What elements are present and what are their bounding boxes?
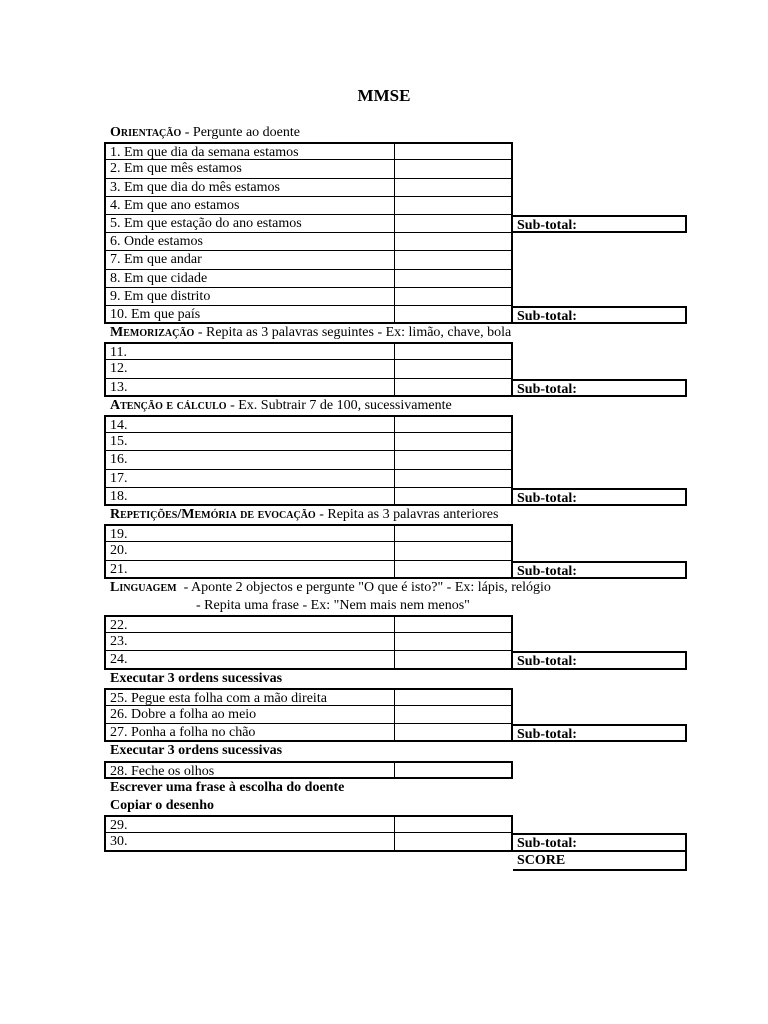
item-label: 26. Dobre a folha ao meio — [104, 706, 394, 724]
subtotal-cell[interactable]: Sub-total: — [513, 724, 687, 742]
item-label: 7. Em que andar — [104, 251, 394, 269]
item-label: 30. — [104, 833, 394, 851]
form-row — [104, 542, 688, 560]
form-row — [104, 379, 688, 397]
section-heading-instruction: - Repita as 3 palavras seguintes - Ex: limão, chave, bola — [194, 325, 512, 341]
form-row — [104, 342, 688, 360]
item-label: 1. Em que dia da semana estamos — [104, 142, 394, 160]
section-heading-text — [104, 506, 498, 524]
score-cell[interactable] — [394, 761, 513, 779]
item-label: 4. Em que ano estamos — [104, 197, 394, 215]
form-row — [104, 651, 688, 669]
score-cell[interactable] — [394, 251, 513, 269]
item-label: 28. Feche os olhos — [104, 761, 394, 779]
item-label: 5. Em que estação do ano estamos — [104, 215, 394, 233]
score-cell[interactable] — [394, 488, 513, 506]
score-cell[interactable] — [394, 561, 513, 579]
form-row — [104, 833, 688, 851]
score-cell[interactable] — [394, 815, 513, 833]
subtotal-cell[interactable]: Sub-total: — [513, 488, 687, 506]
section-heading-instruction: - Repita as 3 palavras anteriores — [315, 506, 499, 522]
form-row — [104, 688, 688, 706]
score-cell[interactable] — [394, 651, 513, 669]
section-heading-text — [104, 397, 452, 415]
score-cell[interactable] — [394, 142, 513, 160]
score-cell[interactable] — [394, 451, 513, 469]
form-row — [104, 724, 688, 742]
form-row — [104, 470, 688, 488]
section-heading-line2 — [104, 797, 688, 815]
section-heading-title: Linguagem — [110, 579, 177, 595]
subtotal-cell[interactable]: Sub-total: — [513, 651, 687, 669]
item-label: 15. — [104, 433, 394, 451]
section-heading-text — [104, 324, 511, 342]
score-cell[interactable] — [394, 233, 513, 251]
score-cell[interactable] — [394, 433, 513, 451]
section-heading-text: Executar 3 ordens sucessivas — [110, 743, 283, 759]
score-cell[interactable] — [394, 542, 513, 560]
score-cell[interactable] — [394, 415, 513, 433]
section-heading-line2 — [104, 597, 688, 615]
section-heading-instruction: - Aponte 2 objectos e pergunte "O que é isto?" - Ex: lápis, relógio — [176, 579, 551, 595]
item-label: 22. — [104, 615, 394, 633]
form-row — [104, 488, 688, 506]
score-cell[interactable] — [394, 288, 513, 306]
score-cell[interactable] — [394, 179, 513, 197]
score-cell[interactable] — [394, 470, 513, 488]
section-heading-text: Executar 3 ordens sucessivas — [110, 670, 283, 686]
section-heading-text: - Repita uma frase - Ex: "Nem mais nem menos" — [196, 597, 470, 613]
form-row — [104, 233, 688, 251]
section-heading-text: Escrever uma frase à escolha do doente — [110, 779, 345, 795]
form-row — [104, 306, 688, 324]
subtotal-cell[interactable]: Sub-total: — [513, 561, 687, 579]
section-heading — [104, 324, 688, 342]
mmse-form — [104, 124, 688, 871]
item-label: 8. Em que cidade — [104, 270, 394, 288]
section-heading-instruction: - Ex. Subtrair 7 de 100, sucessivamente — [226, 397, 452, 413]
section-heading-text: Copiar o desenho — [110, 797, 214, 813]
form-row — [104, 142, 688, 160]
section-heading — [104, 670, 688, 688]
section-heading — [104, 779, 688, 797]
item-label: 12. — [104, 360, 394, 378]
form-row — [104, 615, 688, 633]
item-label: 19. — [104, 524, 394, 542]
document-title: MMSE — [357, 86, 411, 105]
section-heading-title: Atenção e cálculo — [110, 397, 227, 413]
section-heading — [104, 124, 688, 142]
section-heading — [104, 742, 688, 760]
form-row — [104, 215, 688, 233]
section-heading — [104, 579, 688, 597]
item-label: 6. Onde estamos — [104, 233, 394, 251]
item-label: 11. — [104, 342, 394, 360]
subtotal-cell[interactable]: Sub-total: — [513, 379, 687, 397]
form-row — [104, 761, 688, 779]
score-cell[interactable] — [394, 724, 513, 742]
section-heading — [104, 397, 688, 415]
item-label: 2. Em que mês estamos — [104, 160, 394, 178]
item-label: 25. Pegue esta folha com a mão direita — [104, 688, 394, 706]
item-label: 21. — [104, 561, 394, 579]
score-cell[interactable] — [394, 833, 513, 851]
form-row — [104, 524, 688, 542]
score-cell[interactable] — [394, 342, 513, 360]
score-cell[interactable] — [394, 615, 513, 633]
item-label: 9. Em que distrito — [104, 288, 394, 306]
section-heading-title: Memorização — [110, 325, 195, 341]
item-label: 27. Ponha a folha no chão — [104, 724, 394, 742]
section-heading — [104, 506, 688, 524]
item-label: 18. — [104, 488, 394, 506]
form-row — [104, 633, 688, 651]
form-row — [104, 288, 688, 306]
score-cell[interactable] — [394, 633, 513, 651]
score-cell[interactable] — [394, 688, 513, 706]
subtotal-cell[interactable]: Sub-total: — [513, 215, 687, 233]
score-cell[interactable] — [394, 215, 513, 233]
item-label: 24. — [104, 651, 394, 669]
item-label: 10. Em que país — [104, 306, 394, 324]
form-row — [104, 433, 688, 451]
item-label: 20. — [104, 542, 394, 560]
section-heading-instruction: - Pergunte ao doente — [181, 125, 300, 140]
score-total-cell[interactable]: SCORE — [513, 852, 687, 872]
item-label: 29. — [104, 815, 394, 833]
subtotal-cell[interactable]: Sub-total: — [513, 833, 687, 851]
score-cell[interactable] — [394, 379, 513, 397]
form-row — [104, 360, 688, 378]
form-row — [104, 561, 688, 579]
item-label: 14. — [104, 415, 394, 433]
score-cell[interactable] — [394, 360, 513, 378]
form-row — [104, 251, 688, 269]
section-heading-title: Repetições/Memória de evocação — [110, 506, 316, 522]
form-row — [104, 270, 688, 288]
section-heading-text — [104, 124, 300, 142]
score-cell[interactable] — [394, 306, 513, 324]
item-label: 3. Em que dia do mês estamos — [104, 179, 394, 197]
score-cell[interactable] — [394, 197, 513, 215]
form-row — [104, 815, 688, 833]
item-label: 13. — [104, 379, 394, 397]
item-label: 17. — [104, 470, 394, 488]
score-cell[interactable] — [394, 706, 513, 724]
form-row — [104, 415, 688, 433]
score-cell[interactable] — [394, 270, 513, 288]
form-row — [104, 451, 688, 469]
subtotal-cell[interactable]: Sub-total: — [513, 306, 687, 324]
form-row — [104, 179, 688, 197]
section-heading-text — [104, 579, 551, 597]
form-row — [104, 197, 688, 215]
form-row — [104, 160, 688, 178]
score-cell[interactable] — [394, 524, 513, 542]
form-row — [104, 706, 688, 724]
score-cell[interactable] — [394, 160, 513, 178]
item-label: 16. — [104, 451, 394, 469]
score-row — [104, 852, 688, 872]
section-heading-title: Orientação — [110, 125, 182, 140]
item-label: 23. — [104, 633, 394, 651]
